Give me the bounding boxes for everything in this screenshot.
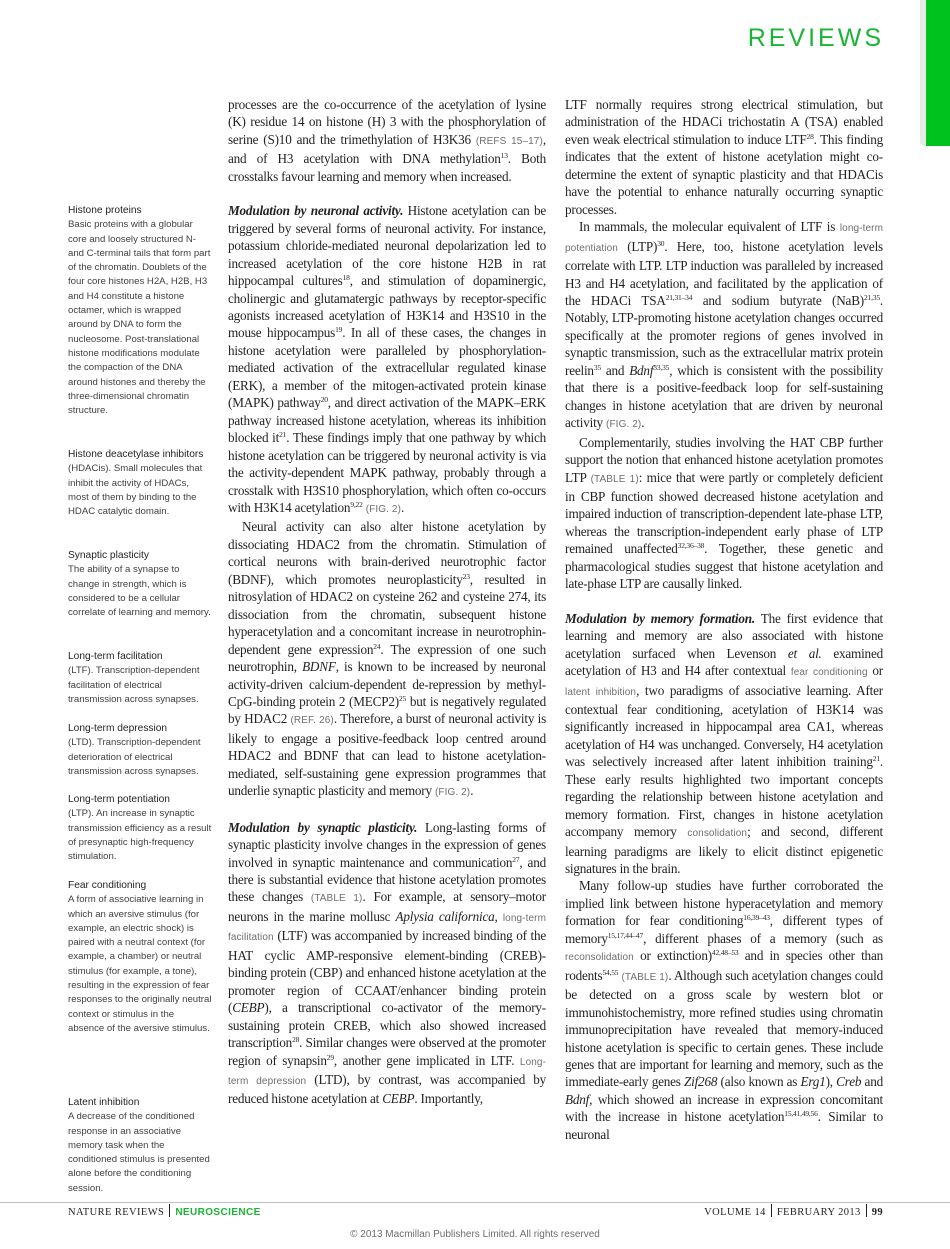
italic-text: CEBP — [382, 1091, 415, 1107]
text-run: . These findings imply that one pathway by which histone acetylation can be triggered by neuronal activity is via the activity-dependent MAPK pathway, probably through a crosstalk with H3S10 phosphorylation, which often co-occurs with H3K14 acetylation — [228, 430, 546, 515]
reference-superscript[interactable]: 18 — [342, 273, 350, 283]
text-run: . Similar to neuronal — [565, 1109, 884, 1142]
page-number: 99 — [871, 1207, 883, 1218]
reference-superscript[interactable]: 33,35 — [653, 362, 670, 372]
glossary-entry — [68, 650, 212, 707]
reference-superscript[interactable]: 15,17,44–47 — [607, 930, 644, 940]
cross-reference[interactable]: long-term facilitation — [228, 912, 546, 944]
italic-text: et al. — [787, 645, 822, 661]
reference-superscript[interactable]: 21 — [872, 754, 880, 764]
cross-reference[interactable]: (TABLE 1) — [310, 893, 363, 905]
cross-reference[interactable]: latent inhibition — [565, 686, 637, 698]
reference-superscript[interactable]: 42,48–53 — [711, 948, 739, 958]
text-run: . Similar changes were observed at the promoter region of synapsin — [228, 1035, 546, 1068]
glossary-term: Latent inhibition — [68, 1097, 140, 1108]
cross-reference[interactable]: Long-term depression — [228, 1056, 546, 1088]
text-run: (also known as — [717, 1074, 801, 1090]
text-run: examined acetylation of H3 and H4 after contextual — [565, 645, 884, 679]
text-run: and sodium butyrate (NaB) — [692, 292, 864, 308]
reference-superscript[interactable]: 20 — [320, 395, 328, 405]
text-run: , resulted in nitrosylation of HDAC2 on cysteine 262 and cysteine 274, its dissociation from the chromatin, subsequent histone hyperacetylation and a concomitant increase in neurotrophin-dependent gene expression — [228, 571, 547, 657]
text-run: . This finding indicates that the extent of histone acetylation might co-determine the extent of synaptic plasticity and that HDACis have the potential to enhance naturally occurring synaptic processes. — [565, 131, 883, 217]
glossary-term: Synaptic plasticity — [68, 550, 149, 561]
text-run: Many follow-up studies have further corroborated the implied link between histone hyperacetylation and memory formation for fear conditioning — [565, 878, 883, 929]
journal-title: NATURE REVIEWS — [68, 1207, 165, 1218]
reference-superscript[interactable]: 28 — [292, 1035, 300, 1045]
italic-text: Erg1 — [800, 1074, 826, 1090]
glossary-term: Long-term potentiation — [68, 794, 170, 805]
text-run: ), — [825, 1074, 837, 1090]
body-column-left — [228, 96, 546, 1108]
text-run: . In all of these cases, the changes in histone acetylation were paralleled by phosphorylation-mediated activation of the extracellular regulated kinase (ERK), a member of the mitogen-activated protein kinase (MAPK) pathway — [228, 325, 546, 411]
text-run: . These early results highlighted two important concepts regarding the relationship between histone acetylation and memory formation. First, changes in histone acetylation accompany memory — [565, 754, 883, 840]
glossary-entry — [68, 448, 212, 519]
text-run: , two paradigms of associative learning. After contextual fear conditioning, acetylation of H3K14 was significantly increased in hippocampal area CA1, whereas acetylation of H4 was unchanged. Conversely, H4 acetylation was selectively increased after latent inhibition training — [565, 682, 883, 770]
italic-text: Aplysia californica — [395, 908, 495, 924]
text-run: : mice that were partly or completely deficient in CBP function showed decreased histone acetylation and impaired induction of transcription-dependent late-phase LTP, whereas the transcription-independent early phase of LTP remained unaffected — [565, 469, 883, 557]
cross-reference[interactable]: reconsolidation — [565, 952, 634, 964]
reference-superscript[interactable]: 21 — [279, 430, 287, 440]
glossary-definition: The ability of a synapse to change in strength, which is considered to be a cellular correlate of learning and memory. — [68, 564, 211, 619]
section-color-tab — [926, 0, 950, 146]
text-run: , which showed an increase in expression concomitant with the increase in histone acetylation — [565, 1091, 883, 1125]
paragraph — [565, 434, 883, 593]
reference-superscript[interactable]: 21,35 — [864, 292, 880, 302]
text-run: Long-lasting forms of synaptic plasticity involve changes in the expression of genes involved in synaptic maintenance and communication — [228, 819, 546, 870]
text-run: , is known to be increased by neuronal activity-driven calcium-dependent de-repression by methyl-CpG-binding protein 2 (MECP2) — [228, 659, 546, 709]
cross-reference[interactable]: (FIG. 2) — [434, 787, 471, 799]
paragraph — [565, 610, 883, 878]
paragraph — [228, 202, 546, 518]
glossary-definition: (HDACis). Small molecules that inhibit the activity of HDACs, most of them by binding to the HDAC catalytic domain. — [68, 463, 203, 518]
glossary-term: Histone deacetylase inhibitors — [68, 449, 204, 460]
cross-reference[interactable]: (REFS 15–17) — [475, 135, 543, 147]
text-run: processes are the co-occurrence of the acetylation of lysine (K) residue 14 on histone (H) 3 with the phosphorylation of serine (S)10 and the trimethylation of H3K36 — [228, 97, 546, 147]
cross-reference[interactable]: fear conditioning — [790, 667, 868, 679]
separator — [169, 1204, 170, 1217]
section-heading: Modulation by memory formation. — [565, 610, 755, 626]
text-run: and — [861, 1074, 883, 1090]
reference-superscript[interactable]: 32,36–38 — [677, 541, 705, 551]
section-heading: Modulation by synaptic plasticity. — [228, 819, 418, 835]
glossary-term: Fear conditioning — [68, 880, 147, 891]
text-run: , and there is substantial evidence that histone acetylation promotes these changes — [228, 854, 546, 905]
glossary-entry — [68, 204, 212, 418]
glossary-definition: (LTP). An increase in synaptic transmission efficiency as a result of presynaptic high-frequency stimulation. — [68, 808, 212, 863]
separator — [866, 1204, 867, 1217]
text-run: Complementarily, studies involving the HAT CBP further support the notion that enhanced histone acetylation promotes LTP — [565, 434, 883, 485]
reference-superscript[interactable]: 29 — [326, 1052, 334, 1062]
reference-superscript[interactable]: 23 — [462, 571, 470, 581]
glossary-definition: (LTD). Transcription-dependent deterioration of electrical transmission across synapses. — [68, 737, 201, 777]
text-run: . Therefore, a burst of neuronal activity is likely to engage a positive-feedback loop centred around HDAC2 and BDNF that can lead to histone acetylation-mediated, self-sustaining gene expression programmes that underlie synaptic plasticity and memory — [228, 711, 546, 799]
cross-reference[interactable]: (TABLE 1) — [590, 473, 639, 485]
italic-text: Zif268 — [684, 1074, 718, 1090]
glossary-entry — [68, 879, 212, 1036]
text-run: . Although such acetylation changes could be detected on a gross scale by western blot or immunohistochemistry, more refined studies using chromatin immunoprecipitation have revealed that memory-induced histone acetylation is specific to certain genes. These include genes that are important for learning and memory, such as the immediate-early genes — [565, 967, 883, 1090]
text-run: or — [867, 663, 883, 679]
text-run: . Together, these genetic and pharmacological studies suggest that histone acetylation and late-phase LTP are causally linked. — [565, 541, 883, 592]
paragraph — [565, 218, 883, 433]
text-run: , and direct activation of the MAPK–ERK pathway increased histone acetylation, whereas its inhibition blocked it — [228, 395, 547, 446]
reference-superscript[interactable]: 54,55 — [602, 967, 619, 977]
text-run: (LTP) — [617, 238, 658, 254]
glossary-term: Long-term depression — [68, 723, 168, 734]
separator — [771, 1204, 772, 1217]
paragraph — [228, 96, 546, 185]
text-run: ), a transcriptional co-activator of the memory-sustaining protein CREB, which also showed increased transcription — [228, 1000, 546, 1051]
text-run: (LTD), by contrast, was accompanied by reduced histone acetylation at — [228, 1072, 546, 1107]
reference-superscript[interactable]: 16,39–43 — [743, 913, 770, 923]
text-run: and in species other than rodents — [565, 948, 884, 983]
text-run: (LTF) was accompanied by increased binding of the HAT cyclic AMP-responsive element-binding (CREB)-binding protein (CBP) and enhanced histone acetylation at the promoter region of CCAAT/enhancer binding protein ( — [228, 928, 546, 1016]
reference-superscript[interactable]: 19 — [335, 325, 343, 335]
text-run: The first evidence that learning and memory are also associated with histone acetylation surfaced when Levenson — [565, 610, 883, 661]
text-run: . Notably, LTP-promoting histone acetylation changes occurred specifically at the promoter regions of genes involved in synaptic transmission, such as the extracellular matrix protein reelin — [565, 292, 883, 378]
text-run: . Here, too, histone acetylation levels correlate with LTP. LTP induction was paralleled by increased H3 and H4 acetylation, and facilitated by the application of the HDACi TSA — [565, 238, 883, 308]
glossary-definition: A decrease of the conditioned response in an associative memory task when the conditioned stimulus is presented alone before the conditioning session. — [68, 1111, 210, 1194]
text-run: . Both crosstalks favour learning and memory when increased. — [228, 151, 546, 184]
reference-superscript[interactable]: 9,22 — [350, 499, 363, 509]
text-run: , which is consistent with the possibility that there is a positive-feedback loop for self-sustaining changes in histone acetylation that are driven by neuronal activity — [565, 362, 883, 431]
cross-reference[interactable]: long-term potentiation — [565, 223, 883, 254]
glossary-entry — [68, 1096, 212, 1196]
text-run: but is negatively regulated by HDAC2 — [228, 693, 546, 727]
glossary-term: Histone proteins — [68, 205, 142, 216]
text-run: and — [600, 362, 630, 378]
text-run: , and stimulation of dopaminergic, cholinergic and glutamatergic pathways by receptor-specific agonists increased acetylation of H3K14 and H3S10 in the mouse hippocampus — [228, 273, 546, 341]
italic-text: Bdnf — [629, 362, 654, 378]
text-run: . For example, at sensory–motor neurons in the marine mollusc — [228, 889, 546, 924]
paragraph — [228, 819, 546, 1108]
text-run: . — [401, 499, 405, 515]
journal-section: NEUROSCIENCE — [175, 1207, 261, 1218]
italic-text: CEBP — [232, 1000, 265, 1016]
cross-reference[interactable]: (TABLE 1) — [621, 971, 669, 983]
reference-superscript[interactable]: 21,31–34 — [665, 292, 693, 302]
glossary-entry — [68, 722, 212, 779]
reference-superscript[interactable]: 24 — [373, 641, 381, 651]
glossary-term: Long-term facilitation — [68, 651, 163, 662]
cross-reference[interactable]: (FIG. 2) — [606, 419, 642, 431]
reference-superscript[interactable]: 28 — [806, 131, 814, 141]
reference-superscript[interactable]: 27 — [512, 854, 520, 864]
reference-superscript[interactable]: 35 — [593, 362, 601, 372]
text-run: , another gene implicated in LTF. — [333, 1052, 520, 1068]
issue-date: FEBRUARY 2013 — [776, 1207, 861, 1218]
text-run: , different phases of a memory (such as — [643, 930, 883, 946]
text-run: Neural activity can also alter histone acetylation by dissociating HDAC2 from the chromatin. Stimulation of cortical neurons with brain-derived neurotrophic factor (BDNF), which promotes neuroplasticity — [228, 519, 546, 587]
section-label: REVIEWS — [747, 24, 884, 52]
paragraph — [565, 96, 883, 218]
volume: VOLUME 14 — [704, 1207, 766, 1218]
text-run: LTF normally requires strong electrical stimulation, but administration of the HDACi trichostatin A (TSA) enabled even weak electrical stimulation to induce LTF — [565, 97, 883, 147]
glossary-entry — [68, 549, 212, 620]
text-run: , and of H3 acetylation with DNA methylation — [228, 131, 546, 167]
glossary-definition: (LTF). Transcription-dependent facilitation of electrical transmission across synapses. — [68, 665, 200, 705]
text-run: Histone acetylation can be triggered by several forms of neuronal activity. For instance, potassium chloride-mediated neuronal depolarization led to increased acetylation of the core histone H2B in rat hippocampal cultures — [228, 203, 546, 289]
italic-text: Creb — [836, 1074, 862, 1090]
text-run: . Importantly, — [414, 1091, 483, 1107]
text-run: . — [641, 415, 645, 431]
text-run: or extinction) — [633, 948, 712, 964]
paragraph — [565, 877, 883, 1143]
section-heading: Modulation by neuronal activity. — [228, 203, 404, 219]
text-run: . The expression of one such neurotrophin, — [228, 641, 546, 675]
reference-superscript[interactable]: 25 — [398, 693, 407, 703]
cross-reference[interactable]: (FIG. 2) — [365, 503, 402, 515]
footer-rule — [0, 1202, 950, 1203]
glossary-entry — [68, 793, 212, 864]
text-run: , — [494, 908, 503, 924]
glossary-definition: Basic proteins with a globular core and loosely structured N- and C-terminal tails that form part of the chromatin. Doublets of the four core histones H2A, H2B, H3 and H4 constitute a histone octamer, which is wrapped around by DNA to form the nucleosome. Post-translational histone modifications modulate the compaction of the DNA around histones and thereby the three-dimensional chromatin structure. — [68, 219, 211, 417]
cross-reference[interactable]: (REF. 26) — [290, 715, 334, 727]
paragraph — [228, 518, 546, 801]
text-run: ; and second, different learning paradigms are likely to elicit distinct epigenetic signatures in the brain. — [565, 824, 883, 877]
text-run: In mammals, the molecular equivalent of LTF is — [579, 219, 840, 235]
body-column-right — [565, 96, 883, 1143]
issue-info — [704, 1204, 883, 1218]
journal-name — [68, 1204, 261, 1218]
reference-superscript[interactable]: 13 — [500, 151, 508, 161]
italic-text: BDNF — [302, 659, 336, 675]
italic-text: Bdnf — [565, 1091, 590, 1107]
cross-reference[interactable]: consolidation — [687, 828, 748, 840]
glossary-definition: A form of associative learning in which an aversive stimulus (for example, an electric shock) is paired with a neutral context (for example, a chamber) or neutral stimulus (for example, a tone), resulting in the expression of fear responses to the originally neutral context or stimulus in the absence of the aversive stimulus. — [68, 894, 212, 1034]
reference-superscript[interactable]: 15,41,49,56 — [784, 1109, 818, 1119]
text-run: , different types of memory — [565, 913, 883, 946]
reference-superscript[interactable]: 30 — [657, 238, 665, 248]
text-run: . — [470, 783, 474, 799]
copyright: © 2013 Macmillan Publishers Limited. All rights reserved — [350, 1229, 600, 1240]
